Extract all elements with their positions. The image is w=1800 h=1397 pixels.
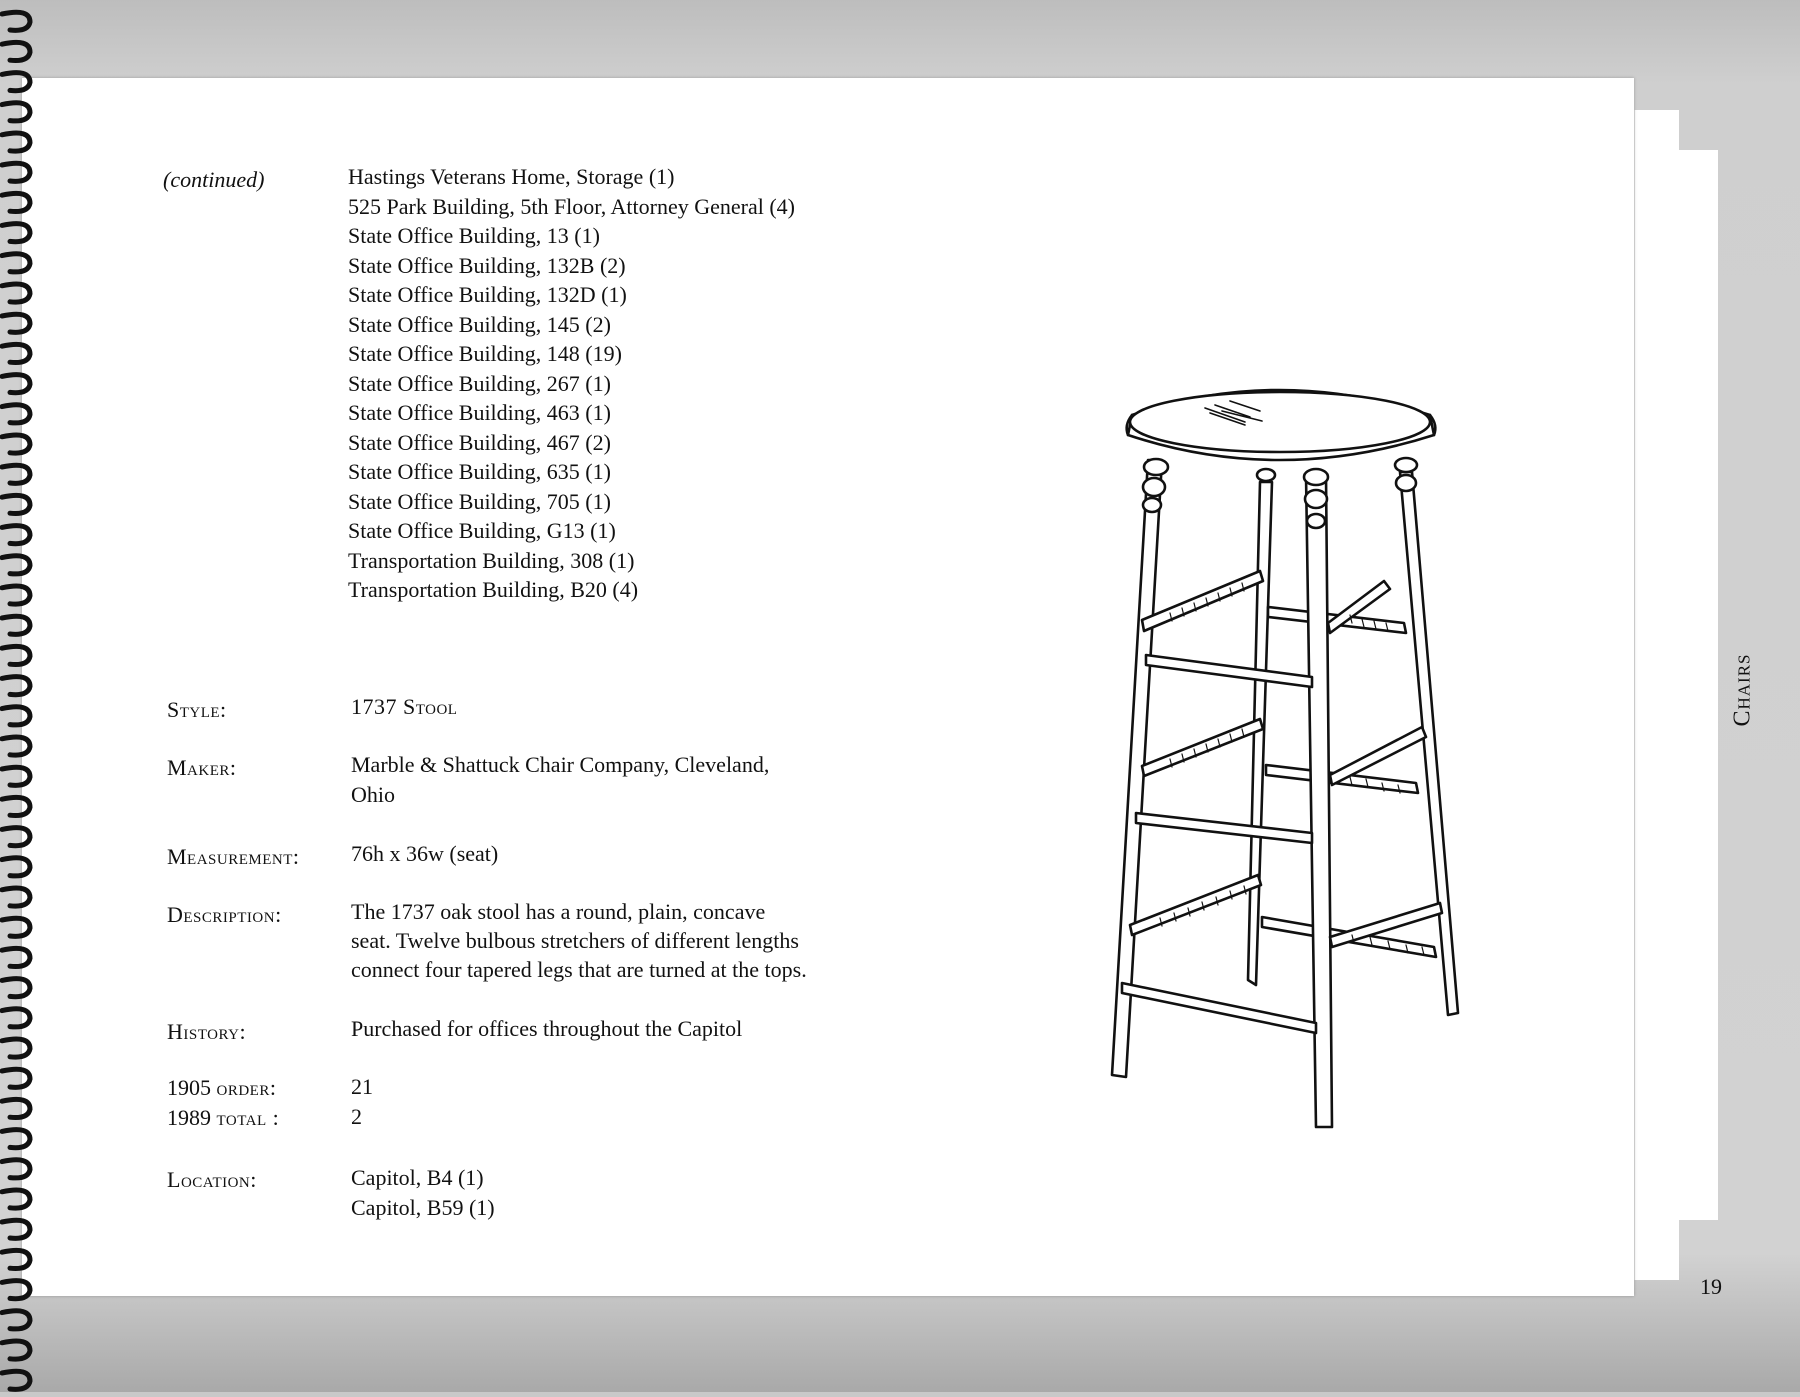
spiral-coils bbox=[0, 0, 40, 1392]
spiral-coil bbox=[2, 948, 30, 966]
spiral-coil bbox=[2, 405, 30, 423]
spiral-coil bbox=[2, 828, 30, 846]
spiral-coil bbox=[2, 1190, 30, 1208]
spiral-coil bbox=[2, 344, 30, 362]
spiral-coil bbox=[2, 1311, 30, 1329]
continued-location-list bbox=[348, 162, 795, 605]
order-1905-value: 21 bbox=[351, 1074, 373, 1099]
page-edge-tab bbox=[1634, 110, 1679, 1280]
list-item: 525 Park Building, 5th Floor, Attorney General (4) bbox=[348, 193, 796, 219]
spiral-coil bbox=[2, 435, 30, 453]
spiral-coil bbox=[2, 465, 30, 483]
spiral-coil bbox=[2, 1250, 30, 1268]
spiral-coil bbox=[2, 133, 30, 151]
description-label: Description: bbox=[167, 902, 282, 927]
description-line1: The 1737 oak stool has a round, plain, concave bbox=[351, 899, 766, 924]
section-tab-chairs: Chairs bbox=[1729, 653, 1756, 727]
history-value: Purchased for offices throughout the Capitol bbox=[351, 1016, 743, 1041]
style-label: Style: bbox=[167, 697, 227, 722]
measurement-value: 76h x 36w (seat) bbox=[351, 841, 499, 866]
list-item: State Office Building, 13 (1) bbox=[348, 223, 600, 248]
spiral-coil bbox=[2, 616, 30, 634]
spiral-coil bbox=[2, 888, 30, 906]
location-label: Location: bbox=[167, 1167, 257, 1192]
spiral-coil bbox=[2, 42, 30, 60]
list-item: State Office Building, 705 (1) bbox=[348, 488, 611, 514]
spiral-coil bbox=[2, 12, 30, 30]
spiral-coil bbox=[2, 797, 30, 815]
order-1905-word: order: bbox=[216, 1075, 277, 1100]
list-item: State Office Building, 132D (1) bbox=[348, 282, 627, 307]
spiral-binding bbox=[0, 0, 40, 1392]
spiral-coil bbox=[2, 1130, 30, 1148]
description-line3: connect four tapered legs that are turned at the tops. bbox=[351, 957, 807, 982]
list-item: State Office Building, G13 (1) bbox=[348, 518, 616, 543]
list-item: Hastings Veterans Home, Storage (1) bbox=[348, 164, 675, 189]
page-edge-tab-outer bbox=[1678, 150, 1718, 1220]
list-item: State Office Building, 145 (2) bbox=[348, 311, 611, 337]
order-1905-year: 1905 bbox=[167, 1075, 211, 1100]
spiral-coil bbox=[2, 767, 30, 785]
list-item: State Office Building, 148 (19) bbox=[348, 341, 622, 366]
total-1989-label bbox=[167, 1103, 279, 1133]
spiral-coil bbox=[2, 1281, 30, 1299]
spiral-coil bbox=[2, 254, 30, 272]
spiral-coil bbox=[2, 1160, 30, 1178]
history-label: History: bbox=[167, 1019, 247, 1044]
spiral-coil bbox=[2, 73, 30, 91]
spiral-coil bbox=[2, 1371, 30, 1389]
spiral-coil bbox=[2, 1341, 30, 1359]
list-item: State Office Building, 635 (1) bbox=[348, 459, 611, 484]
spiral-coil bbox=[2, 707, 30, 725]
style-value: 1737 Stool bbox=[351, 694, 458, 719]
list-item: State Office Building, 463 (1) bbox=[348, 400, 611, 425]
spiral-coil bbox=[2, 224, 30, 242]
spiral-coil bbox=[2, 103, 30, 121]
continued-label: (continued) bbox=[163, 167, 265, 192]
spiral-coil bbox=[2, 163, 30, 181]
spiral-coil bbox=[2, 284, 30, 302]
total-1989-value: 2 bbox=[351, 1104, 362, 1129]
maker-value-line2: Ohio bbox=[351, 782, 395, 807]
list-item: State Office Building, 132B (2) bbox=[348, 252, 626, 278]
spiral-coil bbox=[2, 1220, 30, 1238]
spiral-coil bbox=[2, 918, 30, 936]
spiral-coil bbox=[2, 979, 30, 997]
list-item: State Office Building, 267 (1) bbox=[348, 370, 611, 396]
spiral-coil bbox=[2, 193, 30, 211]
spiral-coil bbox=[2, 1069, 30, 1087]
location-item: Capitol, B59 (1) bbox=[351, 1195, 495, 1220]
order-1905-label bbox=[167, 1073, 276, 1103]
maker-label: Maker: bbox=[167, 755, 237, 780]
description-line2: seat. Twelve bulbous stretchers of different lengths bbox=[351, 928, 799, 953]
spiral-coil bbox=[2, 1009, 30, 1027]
page-number: 19 bbox=[1700, 1274, 1722, 1299]
spiral-coil bbox=[2, 375, 30, 393]
spiral-coil bbox=[2, 677, 30, 695]
total-1989-word: total : bbox=[216, 1105, 280, 1130]
list-item: State Office Building, 467 (2) bbox=[348, 429, 611, 455]
spiral-coil bbox=[2, 556, 30, 574]
spiral-coil bbox=[2, 858, 30, 876]
spiral-coil bbox=[2, 1099, 30, 1117]
spiral-coil bbox=[2, 737, 30, 755]
location-item: Capitol, B4 (1) bbox=[351, 1165, 484, 1190]
spiral-coil bbox=[2, 526, 30, 544]
spiral-coil bbox=[2, 314, 30, 332]
total-1989-year: 1989 bbox=[167, 1105, 211, 1130]
list-item: Transportation Building, 308 (1) bbox=[348, 547, 635, 573]
measurement-label: Measurement: bbox=[167, 844, 300, 869]
spiral-coil bbox=[2, 1039, 30, 1057]
spiral-coil bbox=[2, 586, 30, 604]
spiral-coil bbox=[2, 495, 30, 513]
list-item: Transportation Building, B20 (4) bbox=[348, 577, 639, 602]
maker-value-line1: Marble & Shattuck Chair Company, Cleveland, bbox=[351, 752, 770, 777]
stool-illustration bbox=[1090, 375, 1470, 1145]
spiral-coil bbox=[2, 646, 30, 664]
